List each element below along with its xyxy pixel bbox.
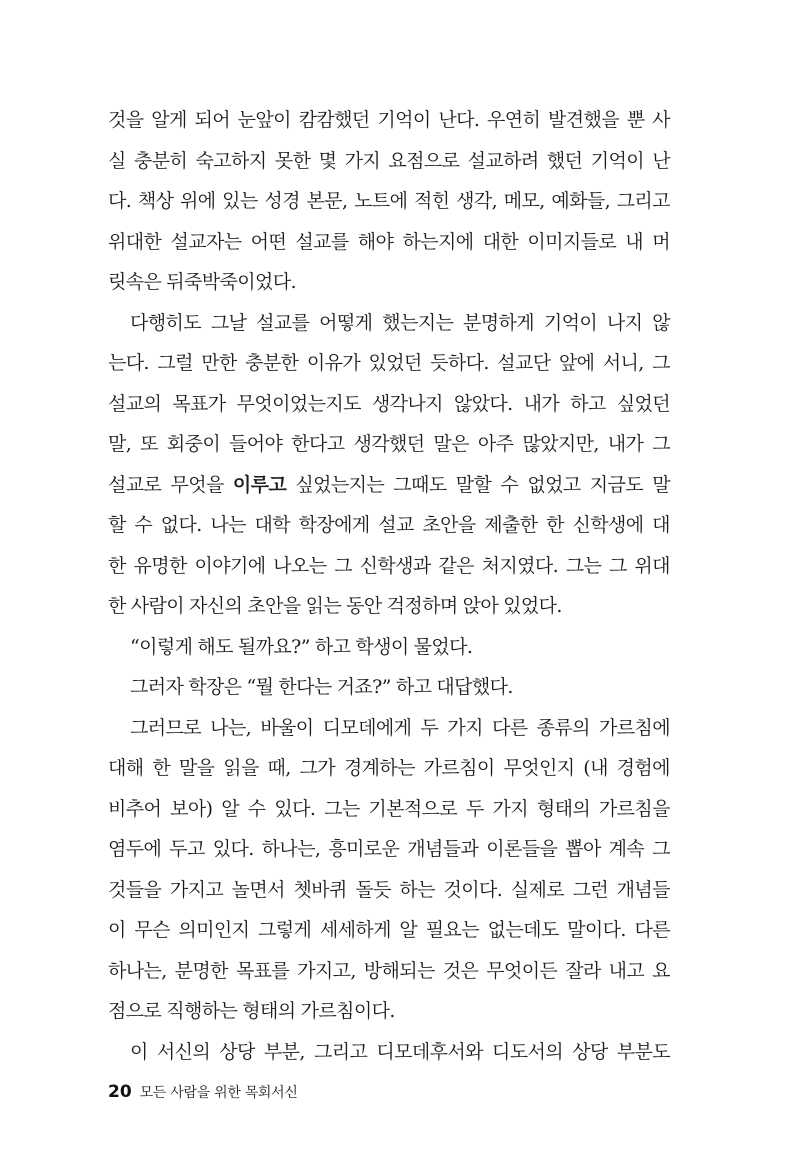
text-line: 다행히도 그날 설교를 어떻게 했는지는 분명하게 기억이 나지 않 <box>130 311 670 334</box>
text-line: 설교의 목표가 무엇이었는지도 생각나지 않았다. 내가 하고 싶었던 <box>108 392 670 415</box>
text-line: 점으로 직행하는 형태의 가르침이다. <box>108 1000 395 1022</box>
text-line: 말, 또 회중이 들어야 한다고 생각했던 말은 아주 많았지만, 내가 그 <box>108 433 670 455</box>
text-line: 염두에 두고 있다. 하나는, 흥미로운 개념들과 이론들을 뽑아 계속 그 <box>108 838 670 860</box>
text-line: 비추어 보아) 알 수 있다. 그는 기본적으로 두 가지 형태의 가르침을 <box>108 797 670 820</box>
text-line: 릿속은 뒤죽박죽이었다. <box>108 271 296 293</box>
text-line: 할 수 없다. 나는 대학 학장에게 설교 초안을 제출한 한 신학생에 대 <box>108 514 670 536</box>
running-title: 모든 사람을 위한 목회서신 <box>139 1085 298 1101</box>
text-line: 대해 한 말을 읽을 때, 그가 경계하는 가르침이 무엇인지 (내 경험에 <box>108 757 670 779</box>
text-line: 한 사람이 자신의 초안을 읽는 동안 걱정하며 앉아 있었다. <box>108 595 562 617</box>
text-line: 이 무슨 의미인지 그렇게 세세하게 알 필요는 없는데도 말이다. 다른 <box>108 919 670 941</box>
text-line: 하나는, 분명한 목표를 가지고, 방해되는 것은 무엇이든 잘라 내고 요 <box>108 959 670 982</box>
text-line: 는다. 그럴 만한 충분한 이유가 있었던 듯하다. 설교단 앞에 서니, 그 <box>108 352 670 374</box>
text-line: 것들을 가지고 놀면서 쳇바퀴 돌듯 하는 것이다. 실제로 그런 개념들 <box>108 878 670 901</box>
text-line: 다. 책상 위에 있는 성경 본문, 노트에 적힌 생각, 메모, 예화들, 그리고 <box>108 190 670 212</box>
page-number: 20 <box>108 1082 132 1102</box>
page-footer <box>108 1082 298 1102</box>
text-line: 그러자 학장은 “뭘 한다는 거죠?” 하고 대답했다. <box>130 676 513 698</box>
text-line: 설교로 무엇을 이루고 싶었는지는 그때도 말할 수 없었고 지금도 말 <box>108 473 670 496</box>
text-line: 그러므로 나는, 바울이 디모데에게 두 가지 다른 종류의 가르침에 <box>130 716 670 739</box>
text-line: 한 유명한 이야기에 나오는 그 신학생과 같은 처지였다. 그는 그 위대 <box>108 554 670 577</box>
text-line: “이렇게 해도 될까요?” 하고 학생이 물었다. <box>130 635 473 658</box>
text-line: 위대한 설교자는 어떤 설교를 해야 하는지에 대한 이미지들로 내 머 <box>108 230 670 253</box>
text-line: 이 서신의 상당 부분, 그리고 디모데후서와 디도서의 상당 부분도 <box>130 1040 670 1063</box>
body-text <box>108 100 670 1072</box>
text-line: 것을 알게 되어 눈앞이 캄캄했던 기억이 난다. 우연히 발견했을 뿐 사 <box>108 109 670 131</box>
text-line: 실 충분히 숙고하지 못한 몇 가지 요점으로 설교하려 했던 기억이 난 <box>108 149 670 172</box>
